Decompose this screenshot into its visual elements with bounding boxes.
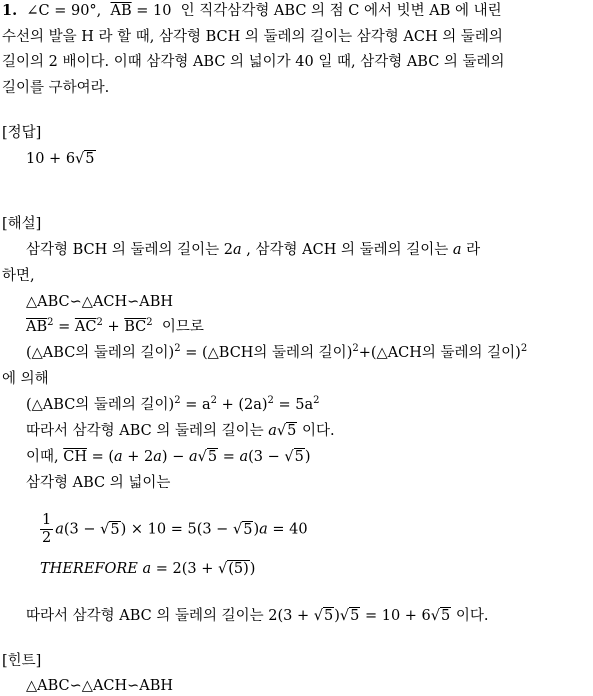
- perimeter-squared: (△ABC의 둘레의 길이)$^2 = a^2 + (2a)^2 = 5a^2$: [26, 395, 320, 413]
- solution-heading: [해설]: [2, 216, 42, 232]
- problem-line-3: 길이의 2 배이다. 이때 삼각형 ABC 의 넓이가 40 일 때, 삼각형 ABC 의 둘레의: [2, 54, 505, 70]
- final-statement: 따라서 삼각형 ABC 의 둘레의 길이는 2(3 + √5)√5 = 10 + 6√5 이다.: [26, 608, 489, 624]
- answer-value: 10 + 6√5: [26, 151, 95, 167]
- ch-length: 이때, $\overline{CH} = (a + 2a) - a√5 = a(3 - √5)$: [26, 449, 311, 465]
- answer-heading: [정답]: [2, 125, 42, 141]
- hint-value: △ABC∽△ACH∽ABH: [26, 678, 174, 694]
- solution-line-1: 삼각형 BCH 의 둘레의 길이는 2a , 삼각형 ACH 의 둘레의 길이는 a 라: [26, 242, 481, 258]
- hint-heading: [힌트]: [2, 653, 42, 669]
- similarity-statement: △ABC∽△ACH∽ABH: [26, 294, 174, 310]
- area-equation: $\frac{1}{2}$ a(3 − √5) × 10 = 5(3 − √5)a = 40: [42, 512, 308, 546]
- problem-line-2: 수선의 발을 H 라 할 때, 삼각형 BCH 의 둘레의 길이는 삼각형 ACH 의 둘레의: [2, 29, 503, 45]
- therefore-line: THEREFORE a = 2(3 + √(5)): [40, 561, 256, 577]
- solution-line-2: 하면,: [2, 268, 35, 284]
- perimeter-equation: (△ABC의 둘레의 길이)$^2$ = (△BCH의 둘레의 길이)$^2$+(△ACH의 둘레의 길이)$^2$: [26, 343, 528, 361]
- perimeter-equation-cont: 에 의해: [2, 371, 49, 387]
- pythagoras-statement: $\overline{AB}^2 = \overline{AC}^2 + \overline{BC}^2$ 이므로: [26, 317, 204, 335]
- perimeter-result: 따라서 삼각형 ABC 의 둘레의 길이는 a√5 이다.: [26, 423, 335, 439]
- area-intro: 삼각형 ABC 의 넓이는: [26, 475, 171, 491]
- problem-line-4: 길이를 구하여라.: [2, 80, 110, 96]
- problem-number: 1.: [2, 2, 18, 19]
- problem-line-1: 1. ∠C = 90°, $\overline{AB} = 10$ 인 직각삼각형 ABC 의 점 C 에서 빗변 AB 에 내린: [2, 2, 502, 19]
